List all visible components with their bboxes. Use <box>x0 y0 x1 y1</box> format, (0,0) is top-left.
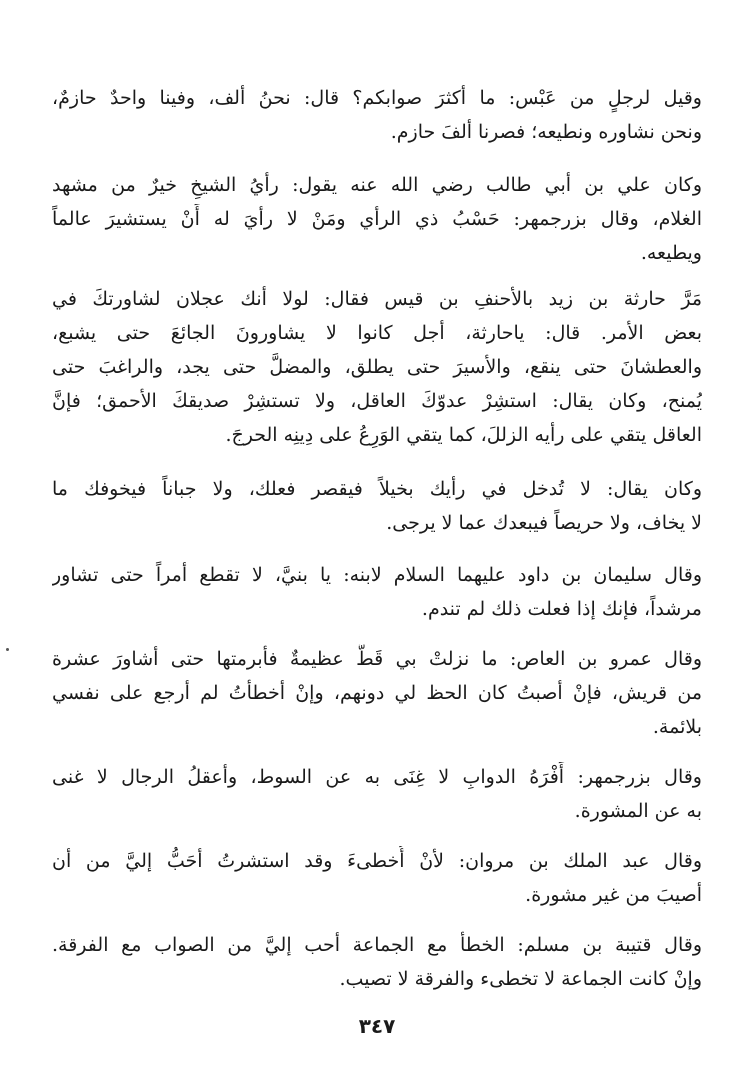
text-line: يُمنح، وكان يقال: استشِرْ عدوّكَ العاقل، ولا تستشِرْ صديقكَ الأحمق؛ فإنَّ <box>52 390 702 412</box>
text-line: وإنْ كانت الجماعة لا تخطىء والفرقة لا تصيب. <box>339 968 702 990</box>
margin-dot <box>6 648 9 651</box>
page-number: ٣٤٧ <box>358 1014 396 1038</box>
text-line: بلائمة. <box>652 716 702 738</box>
text-line: العاقل يتقي على رأيه الزللَ، كما يتقي الوَرِعُ على دِينِه الحرجَ. <box>225 424 702 446</box>
text-line: الغلام، وقال بزرجمهر: حَسْبُ ذي الرأي ومَنْ لا رأيَ له أَنْ يستشيرَ عالماً <box>52 208 702 230</box>
text-line: وقال بزرجمهر: أَفْرَهُ الدوابِ لا غِنَى به عن السوط، وأعقلُ الرجال لا غنى <box>52 766 702 788</box>
text-line: مَرَّ حارثة بن زيد بالأحنفِ بن قيس فقال: لولا أنك عجلان لشاورتكَ في <box>52 288 702 310</box>
text-line: مرشداً، فإنك إذا فعلت ذلك لم تندم. <box>421 598 702 620</box>
text-line: بعض الأمر. قال: ياحارثة، أجل كانوا لا يشاورونَ الجائعَ حتى يشبع، <box>52 322 702 344</box>
text-line: وقال قتيبة بن مسلم: الخطأ مع الجماعة أحب إليَّ من الصواب مع الفرقة. <box>52 934 702 956</box>
text-line: وقال عمرو بن العاص: ما نزلتْ بي قَطُّ عظيمةٌ فأبرمتها حتى أشاورَ عشرة <box>52 648 702 670</box>
text-line: والعطشانَ حتى ينقع، والأسيرَ حتى يطلق، والمضلَّ حتى يجد، والراغبَ حتى <box>52 356 702 378</box>
text-line: أصيبَ من غير مشورة. <box>525 884 702 906</box>
text-line: من قريش، فإنْ أصبتُ كان الحظ لي دونهم، وإنْ أخطأتُ لم أرجع على نفسي <box>52 682 702 704</box>
text-line: وكان يقال: لا تُدخل في رأيك بخيلاً فيقصر فعلك، ولا جباناً فيخوفك ما <box>52 478 702 500</box>
text-line: وقال سليمان بن داود عليهما السلام لابنه: يا بنيَّ، لا تقطع أمراً حتى تشاور <box>52 564 702 586</box>
text-line: ونحن نشاوره ونطيعه؛ فصرنا ألفَ حازم. <box>390 121 702 143</box>
text-line: به عن المشورة. <box>574 800 702 822</box>
text-line: وقيل لرجلٍ من عَبْس: ما أكثرَ صوابكم؟ قال: نحنُ ألف، وفينا واحدٌ حازمٌ، <box>52 87 702 109</box>
text-line: وكان علي بن أبي طالب رضي الله عنه يقول: رأيُ الشيخِ خيرٌ من مشهد <box>52 174 702 196</box>
text-line: وقال عبد الملك بن مروان: لأنْ أُخطىءَ وقد استشرتُ أحَبُّ إليَّ من أن <box>52 850 702 872</box>
text-line: لا يخاف، ولا حريصاً فيبعدك عما لا يرجى. <box>386 512 702 534</box>
text-line: ويطيعه. <box>640 242 702 264</box>
